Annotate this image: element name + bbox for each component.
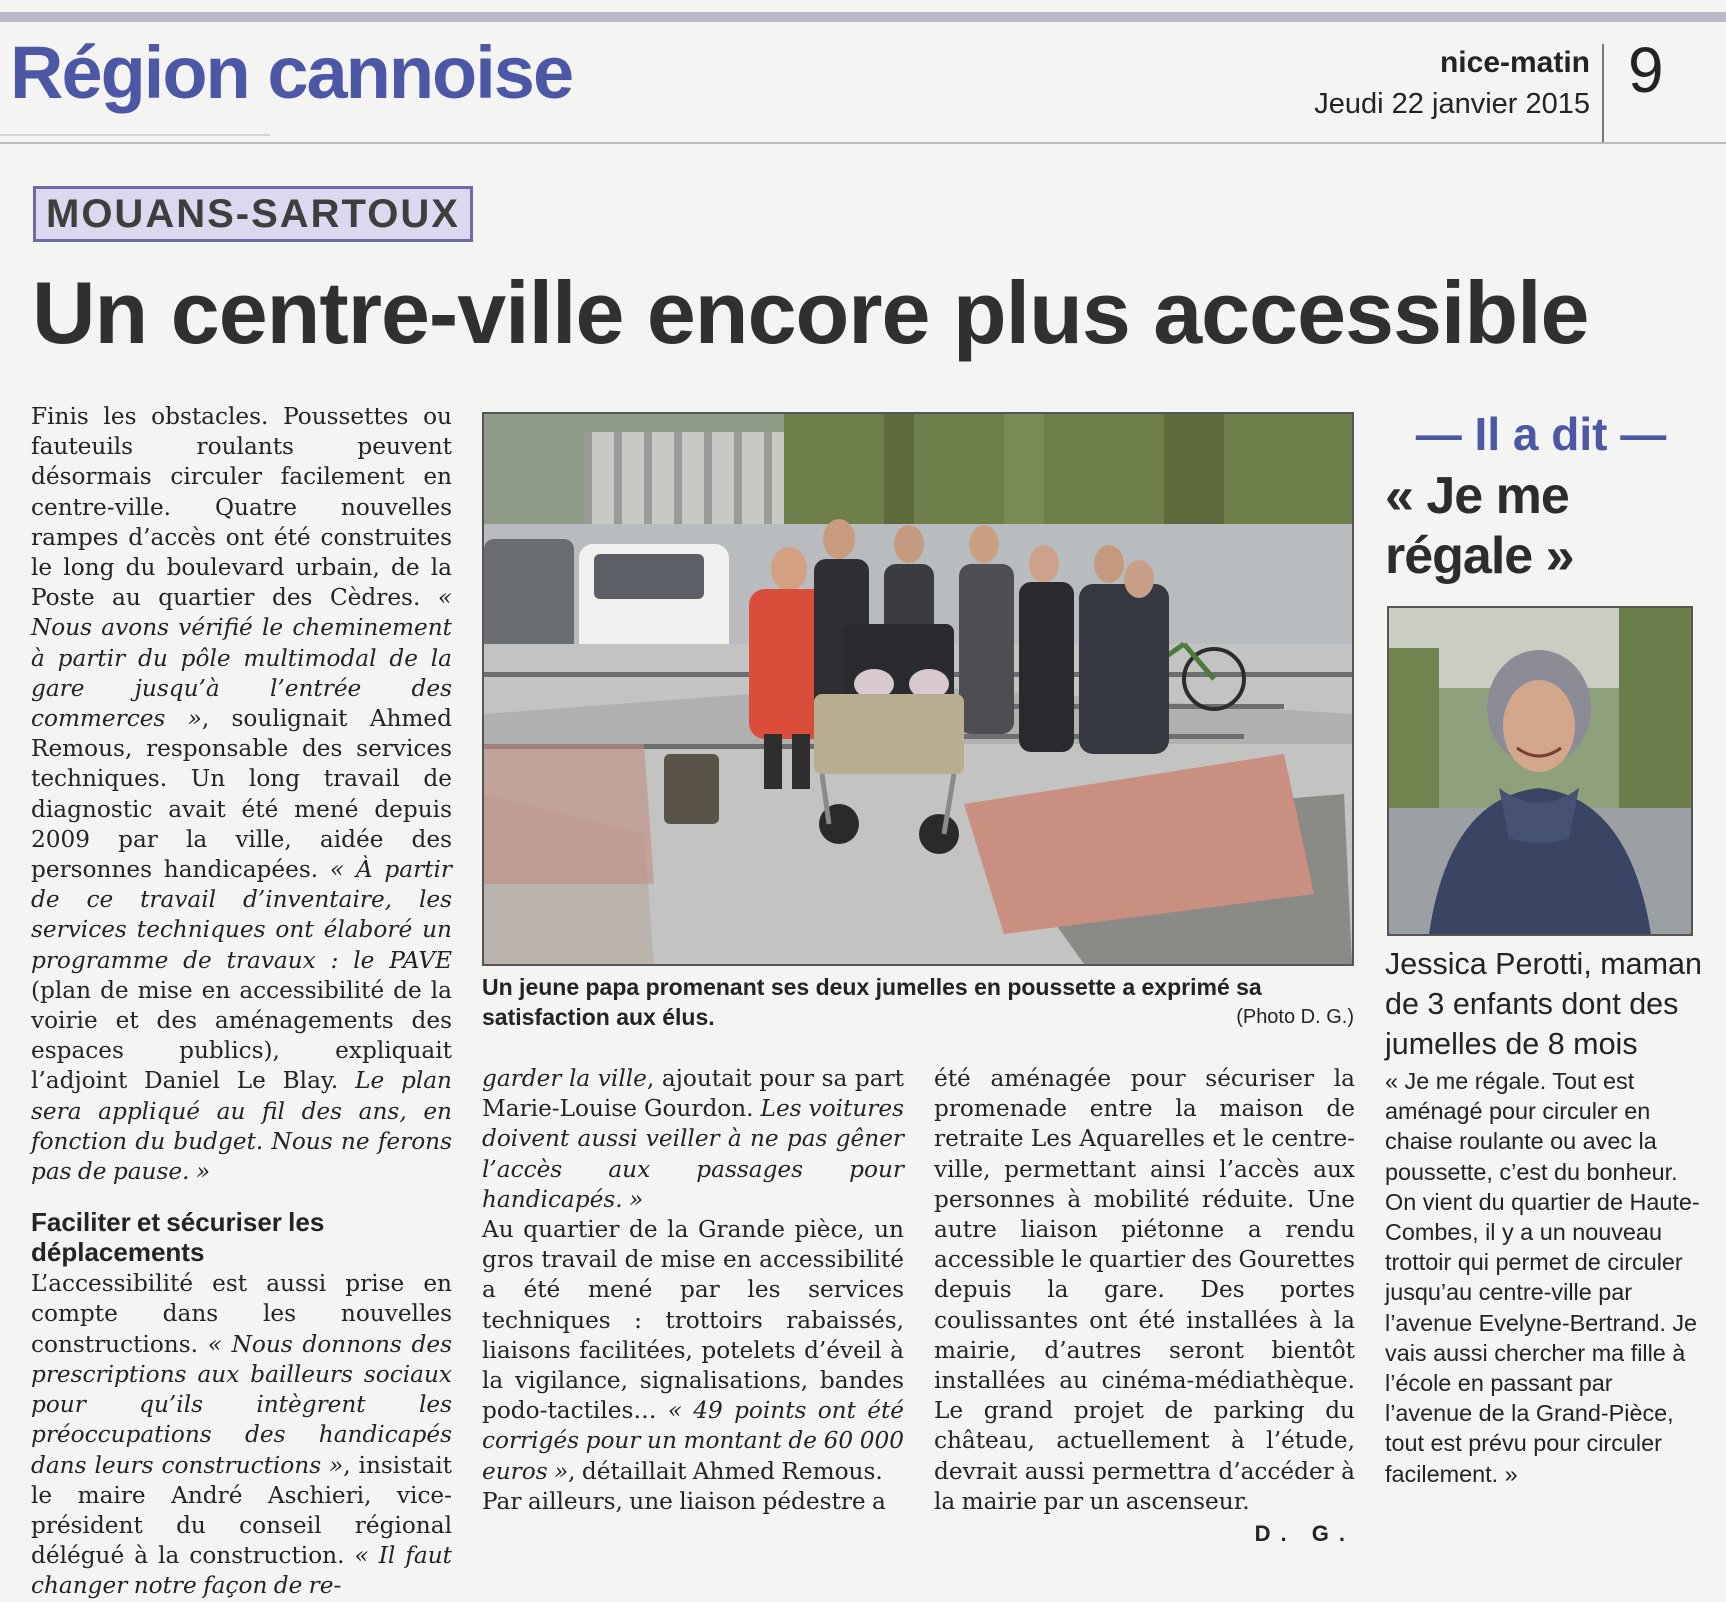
quote-kicker: — Il a dit — [1415,408,1667,460]
italic-quote-run: garder la ville [482,1065,647,1092]
photo-credit: (Photo D. G.) [1236,1006,1354,1028]
paragraph [482,1487,904,1517]
italic-quote-run: « Nous donnons des prescriptions aux bailleurs sociaux pour qu’ils intègrent les préoccupations des handicapés dans leurs constructions » [31,1330,452,1479]
text-run: , soulignait Ahmed Remous, responsable des services techniques. Un long travail de diagnostic avait été mené depuis 2009 par la ville, aidée des personnes handicapées. [31,705,452,884]
author-signature: D. G. [1254,1521,1355,1547]
article-headline: Un centre-ville encore plus accessible [32,263,1589,362]
top-color-rule [0,12,1726,22]
portrait-photo [1387,606,1693,936]
text-run: , insistait le maire André Aschieri, vice-président du conseil régional délégué à la construction. [31,1451,452,1570]
text-run: , détaillait Ahmed Remous. [568,1457,883,1485]
text-run: été aménagée pour sécuriser la promenade entre la maison de retraite Les Aquarelles et le centre-ville, permettant ainsi l’accès aux personnes à mobilité réduite. Une autre liaison piétonne a rendu accessible le quartier des Gourettes depuis la gare. Des portes coulissantes ont été installées à la mairie, d’autres seront bientôt installées au cinéma-médiathèque. Le grand projet de parking du château, actuellement à l’étude, devrait aussi permettra d’accéder à la mairie par un ascenseur. [934,1065,1355,1515]
italic-quote-run: « Nous avons vérifié le cheminement à partir du pôle multimodal de la gare jusqu’à l’entrée des commerces » [31,584,452,733]
text-run: Par ailleurs, une liaison pédestre a [482,1487,886,1515]
text-run: Au quartier de la Grande pièce, un gros travail de mise en accessibilité a été mené par les services techniques : trottoirs rabaissés, liaisons facilitées, potelets d’éveil à la vigilance, signalisations, bandes podo-tactiles… [482,1216,904,1425]
photo-illustration [484,414,1352,964]
italic-quote-run: Le plan sera appliqué au fil des ans, en fonction du budget. Nous ne ferons pas de pause. » [31,1067,452,1186]
text-run: L’accessibilité est aussi prise en compte dans les nouvelles constructions. [31,1270,452,1358]
italic-quote-run: « Il faut changer notre façon de re- [31,1542,452,1600]
header-divider [0,142,1726,144]
section-underline [0,134,270,136]
newspaper-name: nice-matin [1439,46,1590,79]
paragraph [934,1064,1355,1517]
text-run: , expliquait l’adjoint Daniel Le Blay. [31,1037,452,1095]
italic-quote-run: « À partir de ce travail d’inventaire, les services techniques ont élaboré un programme de travaux : le PAVE [31,856,452,974]
header-separator [1602,44,1604,142]
article-column-2 [482,1064,904,1517]
paragraph [482,1215,904,1487]
italic-quote-run: Les voitures doivent aussi veiller à ne pas gêner l’accès aux passages pour handicapés. » [482,1095,904,1213]
quote-text: « Je me régale. Tout est aménagé pour circuler en chaise roulante ou avec la poussette, c’est du bonheur. On vient du quartier de Haute-Combes, il y a un nouveau trottoir qui permet de circuler jusqu’au centre-ville par l’avenue Evelyne-Bertrand. Je vais aussi chercher ma fille à l’école en passant par l’avenue de la Grand-Pièce, tout est prévu pour circuler facilement. » [1385,1068,1700,1487]
text-run: , ajoutait pour sa part Marie-Louise Gourdon. [482,1065,904,1123]
text-run: Finis les obstacles. Poussettes ou fauteuils roulants peuvent désormais circuler facilement en centre-ville. Quatre nouvelles rampes d’accès ont été construites le long du boulevard urbain, de la Poste au quartier des Cèdres. [31,403,452,612]
article-photo [482,412,1354,966]
section-title: Région cannoise [10,31,573,114]
article-subheading: Faciliter et sécuriser les déplacements [31,1207,325,1268]
paragraph [482,1064,904,1215]
quote-author: Jessica Perotti, maman de 3 enfants dont des jumelles de 8 mois [1385,947,1702,1061]
paragraph [31,402,452,1187]
portrait-illustration [1389,608,1691,934]
italic-quote-run: « 49 points ont été corrigés pour un montant de 60 000 euros » [482,1397,904,1485]
quote-headline: « Je me régale » [1385,467,1574,585]
text-run: (plan de mise en accessibilité de la voirie et des aménagements des espaces publics) [31,976,452,1065]
photo-caption: Un jeune papa promenant ses deux jumelles en poussette a exprimé sa satisfaction aux élus. [482,974,1262,1030]
publication-date: Jeudi 22 janvier 2015 [1314,88,1590,120]
location-kicker: MOUANS-SARTOUX [33,186,473,242]
article-column-3 [934,1064,1355,1549]
page-number: 9 [1628,34,1664,106]
article-column-1 [31,402,452,1602]
paragraph [31,1269,452,1601]
